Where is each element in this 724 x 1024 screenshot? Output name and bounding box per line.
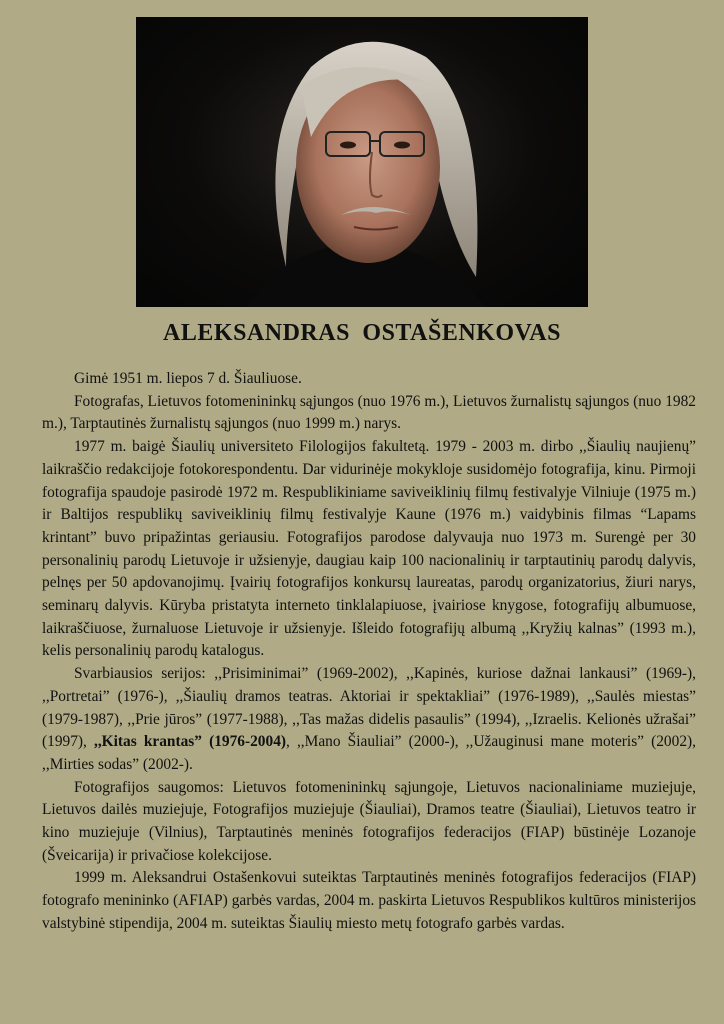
bio-born: Gimė 1951 m. liepos 7 d. Šiauliuose.	[74, 370, 302, 387]
series-highlight: ,,Kitas krantas” (1976-2004)	[93, 733, 287, 751]
bio-honors: 1999 m. Aleksandrui Ostašenkovui suteiktas Tarptautinės meninės fotografijos federacijos (FIAP) fotografo menininko (AFIAP) garbės vardas, 2004 m. paskirta Lietuvos Respublikos kultūros ministerijos valstybinė stipendija, 2004 m. suteiktas Šiaulių miesto metų fotografo garbės vardas.	[42, 869, 696, 932]
portrait-photo	[136, 17, 588, 307]
bio-series	[42, 663, 696, 777]
page-title: ALEKSANDRAS OSTAŠENKOVAS	[163, 320, 561, 346]
series-text-before: Svarbiausios serijos: ,,Prisiminimai” (1969-2002), ,,Kapinės, kuriose dažnai lankausi” (1969-), ,,Portretai” (1976-), ,,Šiaulių dramos teatras. Aktoriai ir spektakliai” (1976-1989), ,,Saulės miestas” (1979-1987), ,,Prie jūros” (1977-1988), ,,Tas mažas didelis pasaulis” (1994), ,,Izraelis. Kelionės užrašai” (1997),	[42, 665, 696, 751]
series-text-after: , ,,Mano Šiauliai” (2000-), ,,Užauginusi mane moteris” (2002), ,,Mirties sodas” (2002-).	[42, 733, 696, 773]
bio-career: 1977 m. baigė Šiaulių universiteto Filologijos fakultetą. 1979 - 2003 m. dirbo ,,Šiaulių naujienų” laikraščio redakcijoje fotokorespondentu. Dar vidurinėje mokykloje susidomėjo fotografija, kinu. Pirmoji fotografija spaudoje pasirodė 1972 m. Respublikiniame saviveiklinių filmų festivalyje Vilniuje (1975 m.) ir Baltijos respublikų saviveiklinių filmų festivalyje Kaune (1976 m.) vaidybinis filmas “Lapams krintant” buvo pripažintas geriausiu. Fotografijos parodose dalyvauja nuo 1973 m. Surengė per 30 personalinių parodų Lietuvoje ir užsienyje, daugiau kaip 100 nacionalinių ir tarptautinių parodų dalyvis, pelnęs per 50 apdovanojimų. Įvairių fotografijos konkursų laureatas, parodų organizatorius, žiuri narys, seminarų dalyvis. Kūryba pristatyta interneto tinklalapiuose, įvairiose knygose, fotografijų albumuose, laikraščiuose, žurnaluose Lietuvoje ir užsienyje. Išleido fotografijų albumą ,,Kryžių kalnas” (1993 m.), kelis personalinių parodų katalogus.	[42, 438, 696, 660]
bio-collections: Fotografijos saugomos: Lietuvos fotomenininkų sąjungoje, Lietuvos nacionaliniame muziejuje, Lietuvos dailės muziejuje, Fotografijos muziejuje (Šiauliai), Dramos teatre (Šiauliai), Lietuvos teatro ir kino muziejuje (Vilnius), Tarptautinės meninės fotografijos federacijos (FIAP) būstinėje Lozanoje (Šveicarija) ir privačiose kolekcijose.	[42, 778, 696, 864]
bio-memberships: Fotografas, Lietuvos fotomenininkų sąjungos (nuo 1976 m.), Lietuvos žurnalistų sąjungos (nuo 1982 m.), Tarptautinės žurnalistų sąjungos (nuo 1999 m.) narys.	[42, 392, 696, 433]
biography	[42, 368, 696, 936]
